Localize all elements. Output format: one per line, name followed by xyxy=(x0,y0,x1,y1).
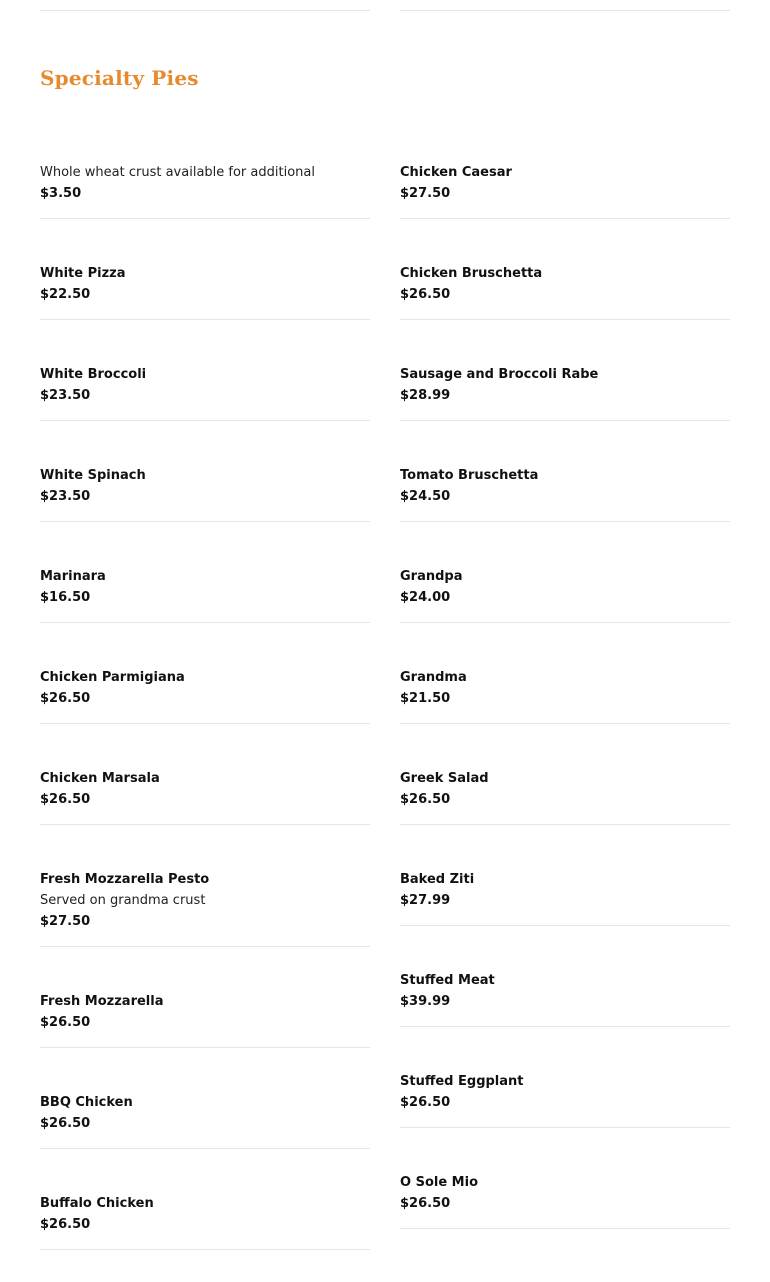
menu-item-name: Greek Salad xyxy=(400,771,489,786)
menu-item-name: Fresh Mozzarella Pesto xyxy=(40,872,210,887)
menu-item-name: White Spinach xyxy=(40,468,146,483)
menu-item-price: $26.50 xyxy=(40,1015,91,1030)
menu-item[interactable] xyxy=(40,857,370,947)
menu-item-price: $39.99 xyxy=(400,994,451,1009)
menu-item-price: $26.50 xyxy=(400,792,451,807)
menu-item-price: $26.50 xyxy=(400,287,451,302)
menu-item-name: Tomato Bruschetta xyxy=(400,468,539,483)
menu-item-name: White Pizza xyxy=(40,266,126,281)
menu-item[interactable] xyxy=(400,1059,730,1128)
menu-item-price: $3.50 xyxy=(40,186,82,201)
menu-item-price: $16.50 xyxy=(40,590,91,605)
menu-item-price: $23.50 xyxy=(40,388,91,403)
menu-item-price: $24.50 xyxy=(400,489,451,504)
menu-item-name: Chicken Marsala xyxy=(40,771,160,786)
top-divider-left xyxy=(40,10,370,11)
menu-item-price: $26.50 xyxy=(400,1095,451,1110)
top-divider-right xyxy=(400,10,730,11)
menu-item[interactable] xyxy=(400,453,730,522)
menu-item-name: Fresh Mozzarella xyxy=(40,994,164,1009)
menu-item-price: $24.00 xyxy=(400,590,451,605)
section-title: Specialty Pies xyxy=(40,66,199,90)
menu-item-price: $26.50 xyxy=(40,691,91,706)
menu-item[interactable] xyxy=(400,352,730,421)
menu-item[interactable] xyxy=(400,1160,730,1229)
menu-column-right xyxy=(400,150,730,1261)
menu-item-price: $27.50 xyxy=(40,914,91,929)
menu-item-price: $26.50 xyxy=(40,1116,91,1131)
menu-item-name: Marinara xyxy=(40,569,106,584)
menu-item-name: O Sole Mio xyxy=(400,1175,478,1190)
menu-item[interactable] xyxy=(400,150,730,219)
menu-item[interactable] xyxy=(40,150,370,219)
menu-item-name: BBQ Chicken xyxy=(40,1095,133,1110)
menu-item[interactable] xyxy=(40,352,370,421)
menu-item[interactable] xyxy=(40,251,370,320)
menu-item[interactable] xyxy=(40,1080,370,1149)
menu-item-name: Chicken Caesar xyxy=(400,165,512,180)
menu-item-price: $26.50 xyxy=(40,792,91,807)
menu-item[interactable] xyxy=(400,857,730,926)
menu-item-name: White Broccoli xyxy=(40,367,147,382)
menu-item[interactable] xyxy=(400,251,730,320)
menu-item-description: Whole wheat crust available for additional xyxy=(40,165,315,180)
menu-item-price: $26.50 xyxy=(40,1217,91,1232)
menu-item-price: $28.99 xyxy=(400,388,451,403)
menu-item-price: $22.50 xyxy=(40,287,91,302)
menu-item-name: Baked Ziti xyxy=(400,872,475,887)
menu-item[interactable] xyxy=(40,655,370,724)
menu-item-price: $27.50 xyxy=(400,186,451,201)
menu-item-name: Stuffed Eggplant xyxy=(400,1074,524,1089)
menu-item[interactable] xyxy=(40,453,370,522)
menu-item-name: Grandpa xyxy=(400,569,463,584)
menu-item-price: $26.50 xyxy=(400,1196,451,1211)
menu-item[interactable] xyxy=(40,756,370,825)
menu-item[interactable] xyxy=(400,655,730,724)
menu-item-price: $23.50 xyxy=(40,489,91,504)
menu-item-name: Buffalo Chicken xyxy=(40,1196,154,1211)
menu-item-name: Chicken Parmigiana xyxy=(40,670,185,685)
menu-item-price: $21.50 xyxy=(400,691,451,706)
menu-column-left xyxy=(40,150,370,1282)
menu-item-description: Served on grandma crust xyxy=(40,893,206,908)
menu-item-name: Grandma xyxy=(400,670,467,685)
menu-item-name: Stuffed Meat xyxy=(400,973,495,988)
menu-item[interactable] xyxy=(400,958,730,1027)
menu-item-name: Chicken Bruschetta xyxy=(400,266,543,281)
menu-item[interactable] xyxy=(40,1181,370,1250)
menu-item[interactable] xyxy=(400,756,730,825)
menu-item-name: Sausage and Broccoli Rabe xyxy=(400,367,599,382)
menu-item-price: $27.99 xyxy=(400,893,451,908)
menu-item[interactable] xyxy=(40,554,370,623)
menu-item[interactable] xyxy=(400,554,730,623)
menu-item[interactable] xyxy=(40,979,370,1048)
